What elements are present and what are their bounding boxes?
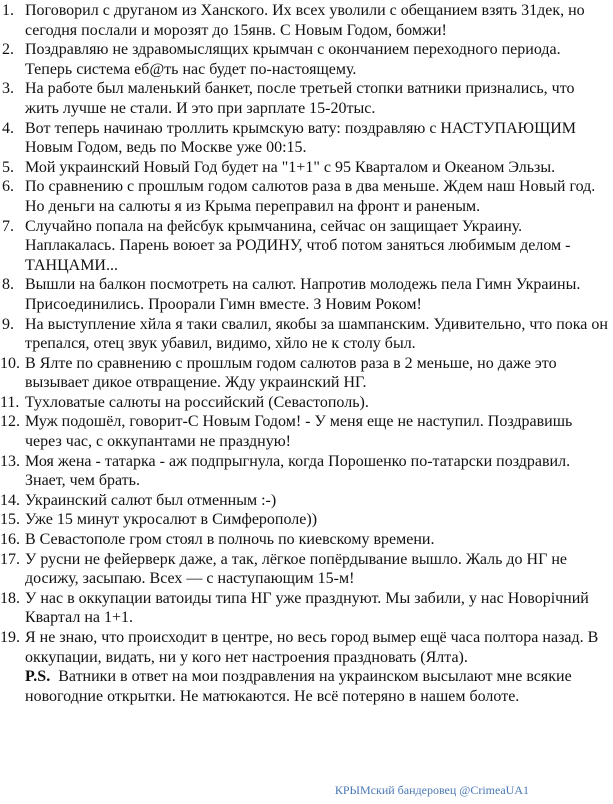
list-item-number: 12. <box>0 413 20 431</box>
list-item-number: 18. <box>0 589 20 607</box>
list-item-text: Случайно попала на фейсбук крымчанина, сейчас он защищает Украину. Наплакалась. Парень воюет за РОДИНУ, чтоб потом заняться любимым делом - ТАНЦАМИ... <box>25 217 571 274</box>
list-item-number: 11. <box>0 393 20 411</box>
list-item <box>0 628 613 667</box>
list-item-number: 9. <box>2 315 14 333</box>
list-item-text: У нас в оккупации ватоиды типа НГ уже празднуют. Мы забили, у нас Новорічний Квартал на 1+1. <box>25 589 589 627</box>
list-item-text: На работе был маленький банкет, после третьей стопки ватники признались, что жить лучше не стали. И это при зарплате 15-20тыс. <box>25 80 575 117</box>
list-item-number: 8. <box>2 276 14 294</box>
list-item-number: 7. <box>2 217 14 235</box>
list-item-text: В Севастополе гром стоял в полночь по киевскому времени. <box>25 531 435 549</box>
list-item <box>0 510 613 530</box>
postscript-text: Ватники в ответ на мои поздравления на украинском высылают мне всякие новогодние открытки. Не матюкаются. Не всё потеряно в нашем болоте. <box>25 668 572 705</box>
list-item-text: Вот теперь начинаю троллить крымскую вату: поздравляю с НАСТУПАЮЩИМ Новым Годом, ведь по Москве уже 00:15. <box>25 119 576 157</box>
list-item-number: 1. <box>2 2 14 19</box>
list-item-text: Поздравляю не здравомыслящих крымчан с окончанием переходного периода. Теперь система еб@ть нас будет по-настоящему. <box>25 41 561 78</box>
document-body <box>0 1 613 706</box>
list-item <box>0 589 613 628</box>
list-item <box>0 275 613 314</box>
list-item <box>0 550 613 589</box>
list-item-text: У русни не фейерверк даже, а так, лёгкое попёрдывание вышло. Жаль до НГ не досижу, засыпаю. Всех — с наступающим 15-м! <box>25 550 567 588</box>
list-item-number: 17. <box>0 550 20 568</box>
postscript-label: P.S. <box>25 668 51 686</box>
list-item <box>0 79 613 118</box>
list-item-text: Тухловатые салюты на российский (Севастополь). <box>25 393 369 411</box>
list-item <box>0 530 613 550</box>
list-item-number: 19. <box>0 629 20 646</box>
list-item <box>0 354 613 393</box>
list-item-text: Я не знаю, что происходит в центре, но весь город вымер ещё часа полтора назад. В оккупации, видать, ни у кого нет настроения праздновать (Ялта). <box>25 629 599 666</box>
list-item <box>0 1 613 40</box>
list-item-text: Поговорил с друганом из Ханского. Их всех уволили с обещанием взять 31дек, но сегодня послали и морозят до 15янв. С Новым Годом, бомжи! <box>25 2 585 39</box>
list-item-text: Мой украинский Новый Год будет на "1+1" с 95 Кварталом и Океаном Эльзы. <box>25 158 556 176</box>
list-item-text: На выступление хйла я таки свалил, якобы за шампанским. Удивительно, что пока он трепался, отец звук убавил, видимо, хйло не к столу был. <box>25 315 608 353</box>
list-item <box>0 393 613 413</box>
list-item-number: 2. <box>2 41 14 59</box>
list-item <box>0 40 613 79</box>
list-item-text: Муж подошёл, говорит-С Новым Годом! - У меня еще не наступил. Поздравишь через час, с оккупантами не праздную! <box>25 413 573 451</box>
list-item-number: 3. <box>2 80 14 98</box>
list-item <box>0 158 613 178</box>
list-item-number: 5. <box>2 158 14 176</box>
list-item-text: Украинский салют был отменным :-) <box>25 491 277 509</box>
list-item-text: В Ялте по сравнению с прошлым годом салютов раза в 2 меньше, но даже это вызывает дикое отвращение. Жду украинский НГ. <box>25 354 557 392</box>
list-item-number: 14. <box>0 491 20 509</box>
author-credit: КРЫМский бандеровец @CrimeaUA1 <box>334 783 529 797</box>
numbered-list <box>0 1 613 667</box>
list-item-number: 16. <box>0 531 20 549</box>
list-item-number: 10. <box>0 354 20 372</box>
list-item-number: 15. <box>0 511 20 529</box>
list-item <box>0 177 613 216</box>
list-item <box>0 412 613 451</box>
list-item <box>0 452 613 491</box>
list-item <box>0 119 613 158</box>
list-item-number: 13. <box>0 452 20 470</box>
postscript <box>0 667 613 706</box>
list-item <box>0 217 613 276</box>
list-item-text: Уже 15 минут укросалют в Симферополе)) <box>25 511 318 529</box>
list-item-text: Моя жена - татарка - аж подпрыгнула, когда Порошенко по-татарски поздравил. Знает, чем брать. <box>25 452 571 490</box>
list-item-text: По сравнению с прошлым годом салютов раза в два меньше. Ждем наш Новый год. Но деньги на салюты я из Крыма переправил на фронт и раненым. <box>25 178 596 215</box>
list-item-text: Вышли на балкон посмотреть на салют. Напротив молодежь пела Гимн Украины. Присоединились. Проорали Гимн вместе. З Новим Роком! <box>25 276 581 313</box>
list-item-number: 4. <box>2 119 14 137</box>
list-item-number: 6. <box>2 178 14 196</box>
list-item <box>0 315 613 354</box>
list-item <box>0 491 613 511</box>
